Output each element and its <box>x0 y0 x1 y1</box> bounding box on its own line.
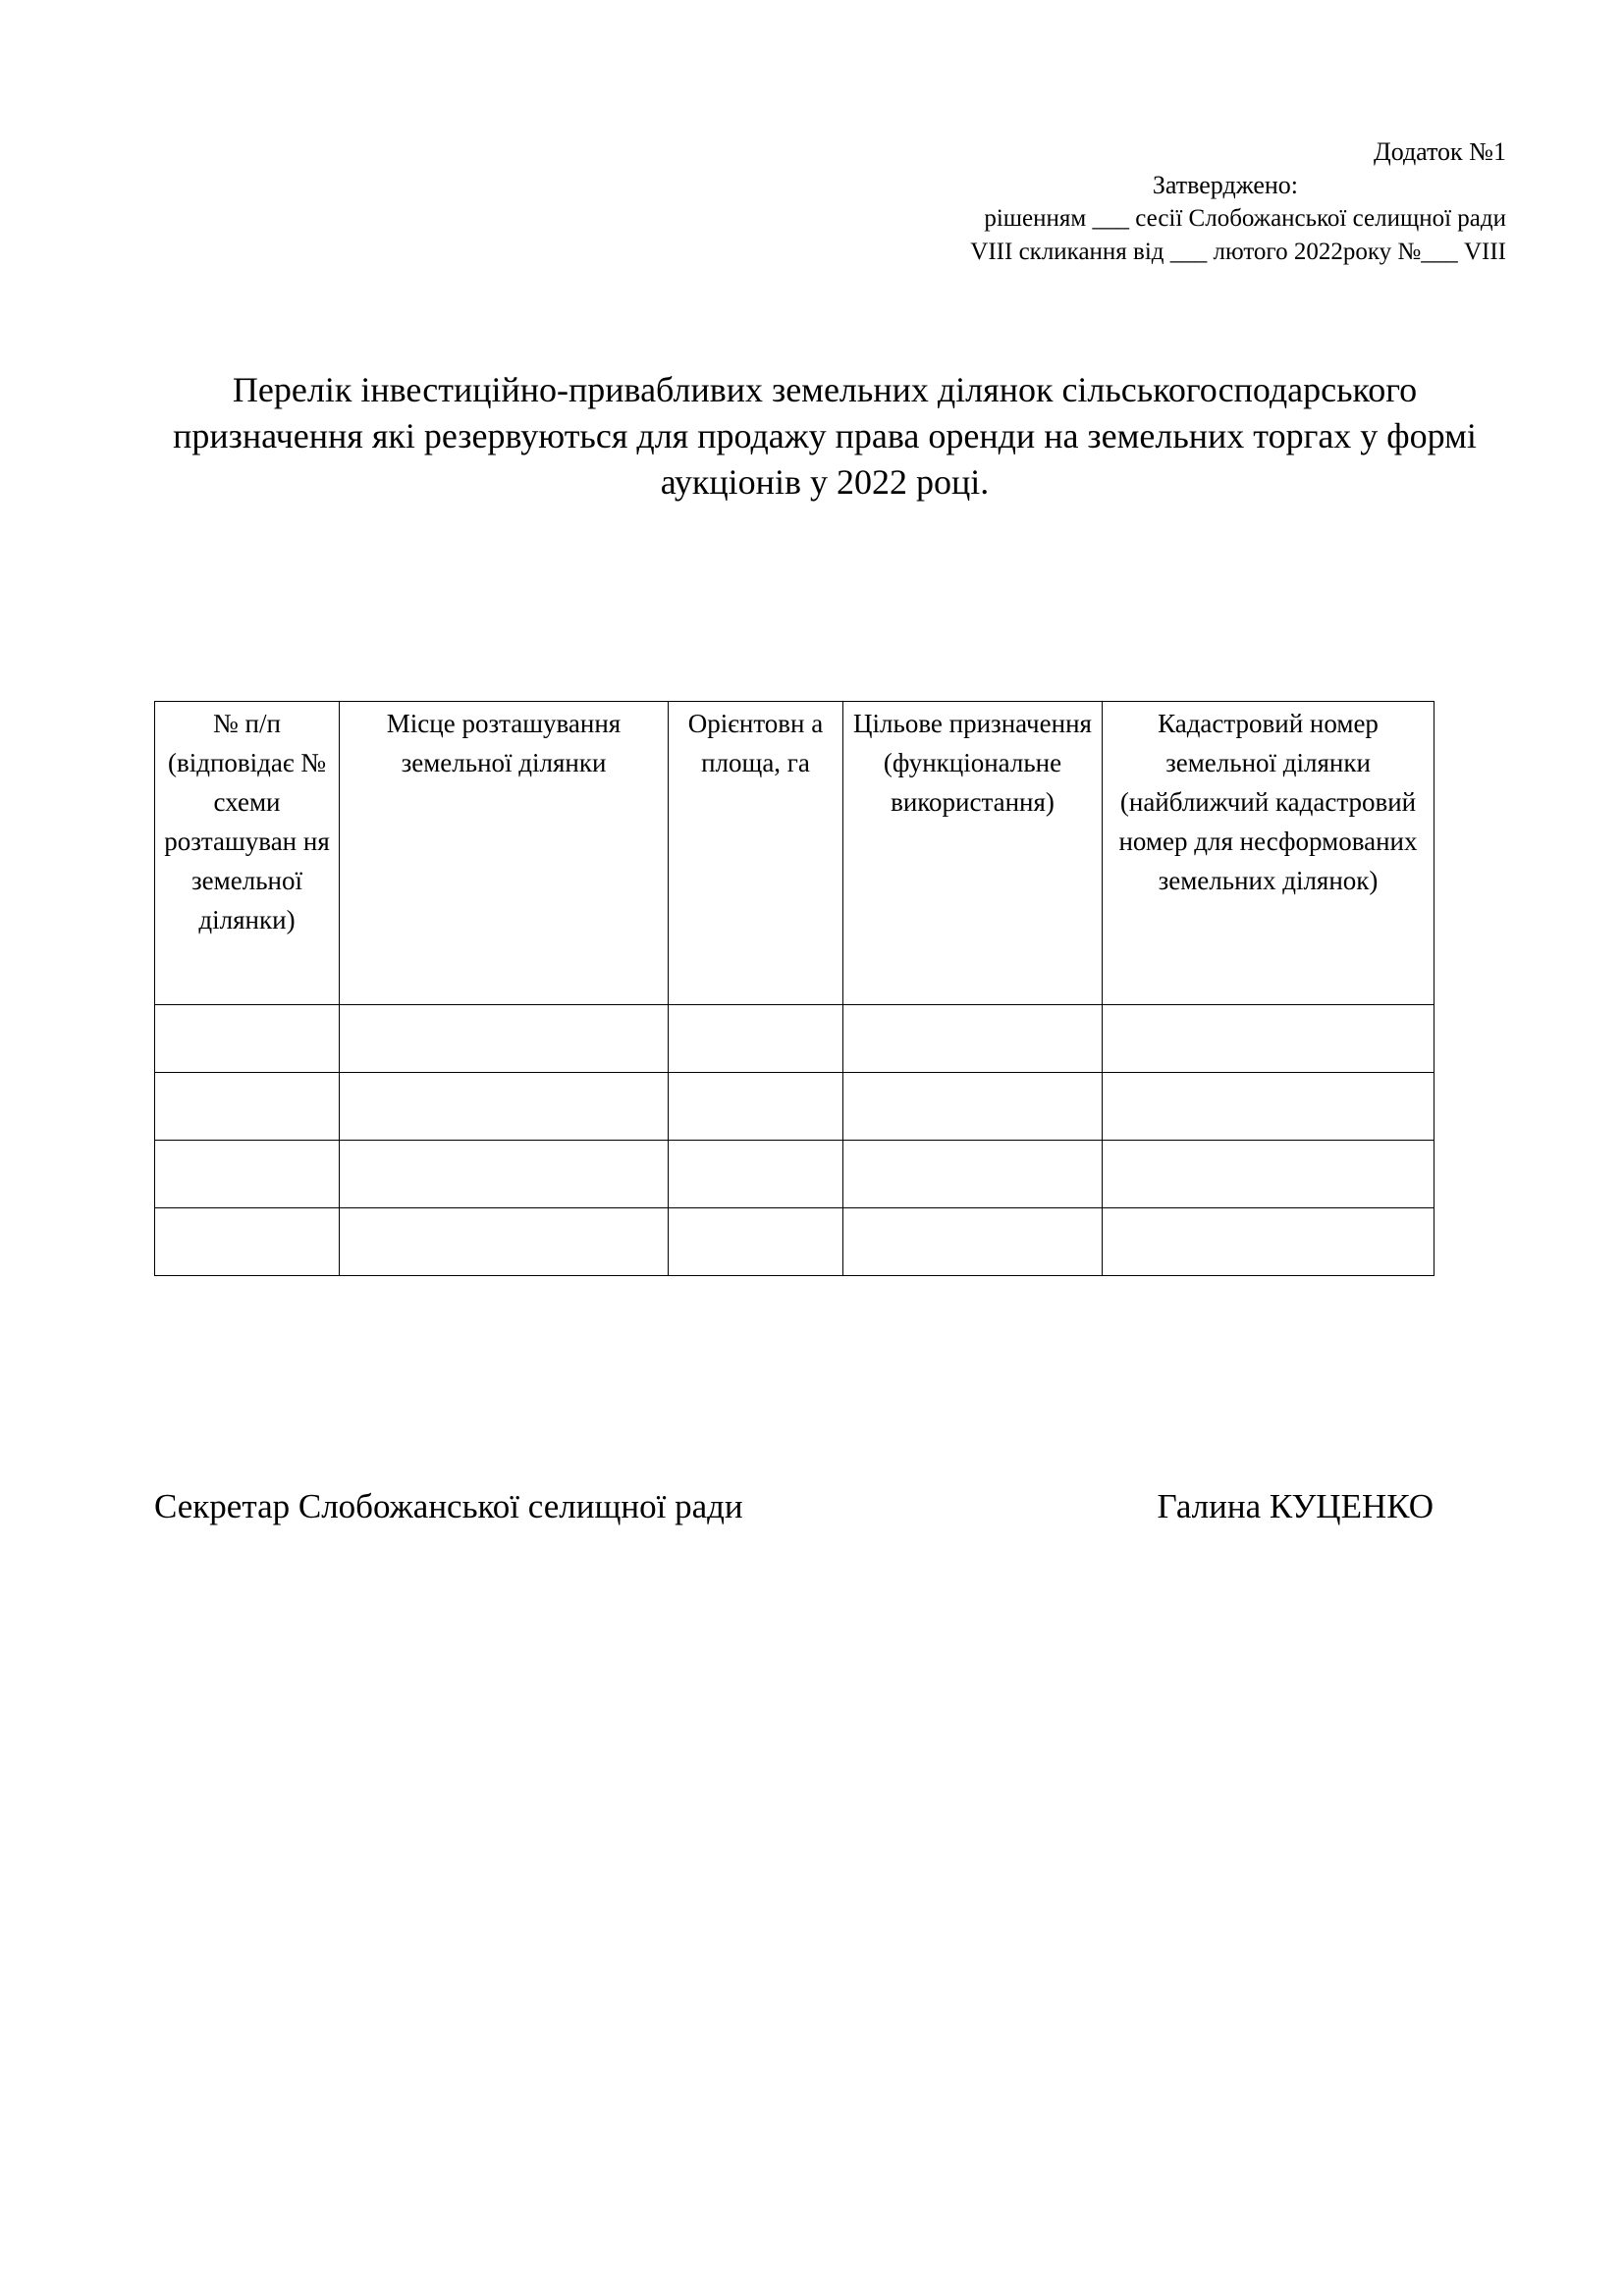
table-cell <box>155 1005 340 1073</box>
land-plots-table <box>154 701 1435 1276</box>
header-area: Орієнтовн а площа, га <box>669 702 843 1005</box>
header-location: Місце розташування земельної ділянки <box>340 702 669 1005</box>
table-row <box>155 1208 1435 1276</box>
table-cell <box>1103 1208 1435 1276</box>
table-cell <box>1103 1005 1435 1073</box>
table-cell <box>340 1208 669 1276</box>
convocation-line: VIII скликання від ___ лютого 2022року №___ VIII <box>970 239 1506 265</box>
table-cell <box>843 1005 1103 1073</box>
table-cell <box>843 1141 1103 1208</box>
table-cell <box>669 1141 843 1208</box>
header-purpose: Цільове призначення (функціональне використання) <box>843 702 1103 1005</box>
table-row <box>155 1005 1435 1073</box>
appendix-label: Додаток №1 <box>1373 137 1506 166</box>
approval-block <box>970 135 1506 269</box>
header-cadastral-number: Кадастровий номер земельної ділянки (найближчий кадастровий номер для несформованих земельних ділянок) <box>1103 702 1435 1005</box>
table-cell <box>669 1005 843 1073</box>
table-cell <box>155 1141 340 1208</box>
table-cell <box>669 1073 843 1141</box>
document-title: Перелік інвестиційно-привабливих земельних ділянок сільськогосподарського призначення які резервуються для продажу права оренди на земельних торгах у формі аукціонів у 2022 році. <box>173 370 1477 502</box>
signatory-name: Галина КУЦЕНКО <box>1157 1487 1434 1525</box>
table-cell <box>843 1073 1103 1141</box>
table-cell <box>340 1141 669 1208</box>
decision-line: рішенням ___ сесії Слобожанської селищної ради <box>984 205 1506 232</box>
signatory-role: Секретар Слобожанської селищної ради <box>154 1487 743 1525</box>
table-row <box>155 1073 1435 1141</box>
table-header-row <box>155 702 1435 1005</box>
table-cell <box>1103 1141 1435 1208</box>
table-row <box>155 1141 1435 1208</box>
table-cell <box>340 1005 669 1073</box>
table-cell <box>155 1208 340 1276</box>
header-number: № п/п (відповідає № схеми розташуван ня земельної ділянки) <box>155 702 340 1005</box>
table-cell <box>669 1208 843 1276</box>
approved-label: Затверджено: <box>1152 171 1298 199</box>
table-cell <box>1103 1073 1435 1141</box>
table-cell <box>340 1073 669 1141</box>
table-cell <box>155 1073 340 1141</box>
table-cell <box>843 1208 1103 1276</box>
